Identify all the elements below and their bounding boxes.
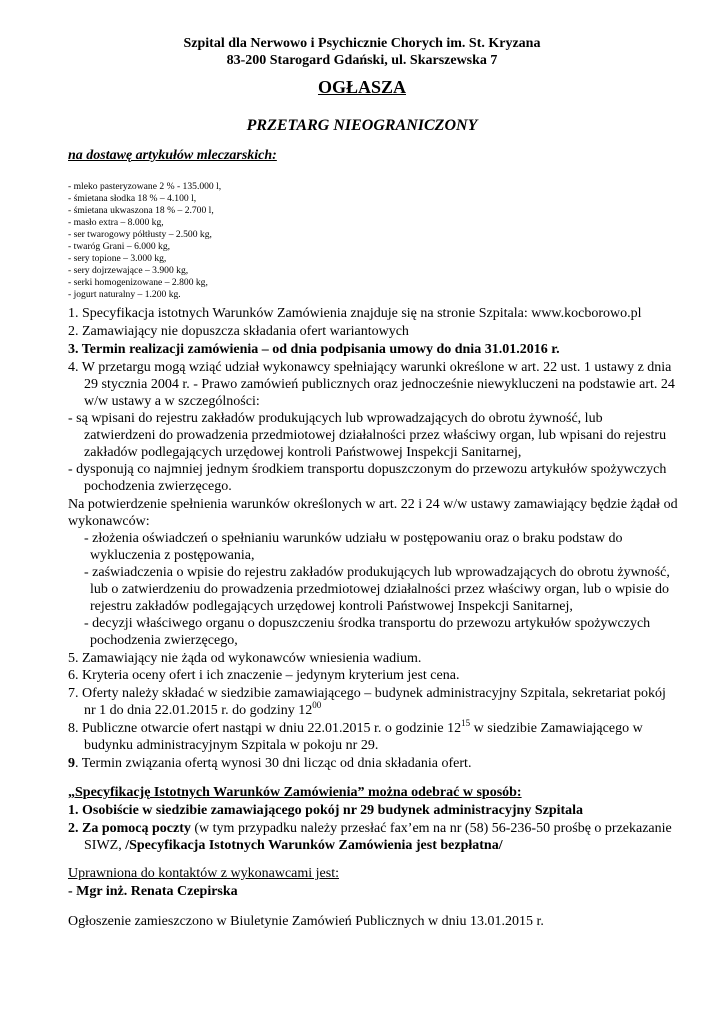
contact-person: - Mgr inż. Renata Czepirska: [68, 884, 238, 899]
publication-note: Ogłoszenie zamieszczono w Biuletynie Zamówień Publicznych w dniu 13.01.2015 r.: [68, 914, 544, 929]
point-4-line2: 29 stycznia 2004 r. - Prawo zamówień publicznych oraz jednocześnie niewykluczeni na podstawie art. 24: [84, 377, 675, 392]
siwz-option-2-line2: [84, 838, 503, 854]
point-8-place-text: w siedzibie Zamawiającego w: [470, 721, 643, 736]
product-item: - śmietana słodka 18 % – 4.100 l,: [68, 193, 197, 204]
siwz-option-2-text: (w tym przypadku należy przesłać fax’em na nr (58) 56-236-50 prośbę o przekazanie: [190, 821, 672, 836]
point-1: 1. Specyfikacja istotnych Warunków Zamówienia znajduje się na stronie Szpitala: www.kocborowo.pl: [68, 306, 642, 321]
point-4-dash1-line3: zakładów podlegających urzędowej kontroli Państwowej Inspekcji Sanitarnej,: [84, 445, 522, 460]
siwz-option-2-line1: [68, 821, 672, 837]
point-7-hour-minutes: 00: [312, 700, 322, 710]
hospital-name: Szpital dla Nerwowo i Psychicznie Chorych im. St. Kryzana: [183, 36, 541, 51]
siwz-option-2-label: 2. Za pomocą poczty: [68, 821, 191, 836]
confirmation-item-1-line1: - złożenia oświadczeń o spełnianiu warunków udziału w postępowaniu oraz o braku podstaw do: [84, 531, 623, 546]
point-7-line1: 7. Oferty należy składać w siedzibie zamawiającego – budynek administracyjny Szpitala, sekretariat pokój: [68, 686, 666, 701]
siwz-option-1: 1. Osobiście w siedzibie zamawiającego pokój nr 29 budynek administracyjny Szpitala: [68, 803, 584, 818]
confirmation-item-1-line2: wykluczenia z postępowania,: [90, 548, 255, 563]
point-8-hour-minutes: 15: [461, 718, 471, 728]
point-9-number: 9: [68, 756, 75, 771]
hospital-address: 83-200 Starogard Gdański, ul. Skarszewska 7: [226, 53, 498, 68]
point-5: 5. Zamawiający nie żąda od wykonawców wniesienia wadium.: [68, 651, 422, 666]
confirmation-intro-line2: wykonawców:: [68, 514, 150, 529]
point-2: 2. Zamawiający nie dopuszcza składania ofert wariantowych: [68, 324, 409, 339]
point-8-opening-text: 8. Publiczne otwarcie ofert nastąpi w dniu 22.01.2015 r. o godzinie 12: [68, 721, 462, 736]
point-8-line2: budynku administracyjnym Szpitala w pokoju nr 29.: [84, 738, 379, 753]
product-item: - sery dojrzewające – 3.900 kg,: [68, 265, 189, 276]
point-7-deadline-text: nr 1 do dnia 22.01.2015 r. do godziny 12: [84, 703, 313, 718]
confirmation-item-2-line2: lub o zatwierdzeniu do prowadzenia przedmiotowej działalności przez właściwy organ, lub o wpisie do: [90, 582, 669, 597]
product-item: - ser twarogowy półtłusty – 2.500 kg,: [68, 229, 212, 240]
point-4-line3: w/w ustawy a w szczególności:: [84, 394, 260, 409]
product-item: - jogurt naturalny – 1.200 kg.: [68, 289, 181, 300]
siwz-label: SIWZ,: [84, 838, 126, 853]
point-6: 6. Kryteria oceny ofert i ich znaczenie – jedynym kryterium jest cena.: [68, 668, 460, 683]
product-item: - sery topione – 3.000 kg,: [68, 253, 167, 264]
confirmation-intro-line1: Na potwierdzenie spełnienia warunków określonych w art. 22 i 24 w/w ustawy zamawiający będzie żądał od: [68, 497, 678, 512]
point-4-dash2-line1: - dysponują co najmniej jednym środkiem transportu dopuszczonym do przewozu artykułów spożywczych: [68, 462, 667, 477]
siwz-heading: „Specyfikację Istotnych Warunków Zamówienia” można odebrać w sposób:: [68, 785, 522, 800]
product-item: - mleko pasteryzowane 2 % - 135.000 l,: [68, 181, 222, 192]
tender-subject: na dostawę artykułów mleczarskich:: [68, 148, 277, 163]
confirmation-item-3-line2: pochodzenia zwierzęcego,: [90, 633, 238, 648]
tender-type: PRZETARG NIEOGRANICZONY: [246, 117, 478, 134]
point-9-text: . Termin związania ofertą wynosi 30 dni licząc od dnia składania ofert.: [75, 756, 472, 771]
confirmation-item-2-line1: - zaświadczenia o wpisie do rejestru zakładów produkujących lub wprowadzających do obrotu żywność,: [84, 565, 670, 580]
confirmation-item-2-line3: rejestru zakładów podlegających urzędowej kontroli Państwowej Inspekcji Sanitarnej,: [90, 599, 573, 614]
point-3: 3. Termin realizacji zamówienia – od dnia podpisania umowy do dnia 31.01.2016 r.: [68, 342, 560, 357]
product-item: - masło extra – 8.000 kg,: [68, 217, 164, 228]
point-4-dash1-line2: zatwierdzeni do prowadzenia przedmiotowej działalności przez właściwy organ, lub wpisani do rejestru: [84, 428, 667, 443]
point-7-line2: [84, 700, 322, 719]
confirmation-item-3-line1: - decyzji właściwego organu o dopuszczeniu środka transportu do przewozu artykułów spożywczych: [84, 616, 651, 631]
point-9: [68, 756, 471, 772]
product-item: - śmietana ukwaszona 18 % – 2.700 l,: [68, 205, 214, 216]
point-4-dash1-line1: - są wpisani do rejestru zakładów produkujących lub wprowadzających do obrotu żywność, lub: [68, 411, 603, 426]
product-item: - twaróg Grani – 6.000 kg,: [68, 241, 171, 252]
point-4-dash2-line2: pochodzenia zwierzęcego.: [84, 479, 232, 494]
contact-heading: Uprawniona do kontaktów z wykonawcami jest:: [68, 866, 339, 881]
announcement-title: OGŁASZA: [317, 77, 407, 97]
siwz-free-note: /Specyfikacja Istotnych Warunków Zamówienia jest bezpłatna/: [125, 838, 503, 853]
point-4-line1: 4. W przetargu mogą wziąć udział wykonawcy spełniający warunki określone w art. 22 ust. 1 ustawy z dnia: [68, 360, 672, 375]
point-8-line1: [68, 718, 643, 737]
product-item: - serki homogenizowane – 2.800 kg,: [68, 277, 208, 288]
